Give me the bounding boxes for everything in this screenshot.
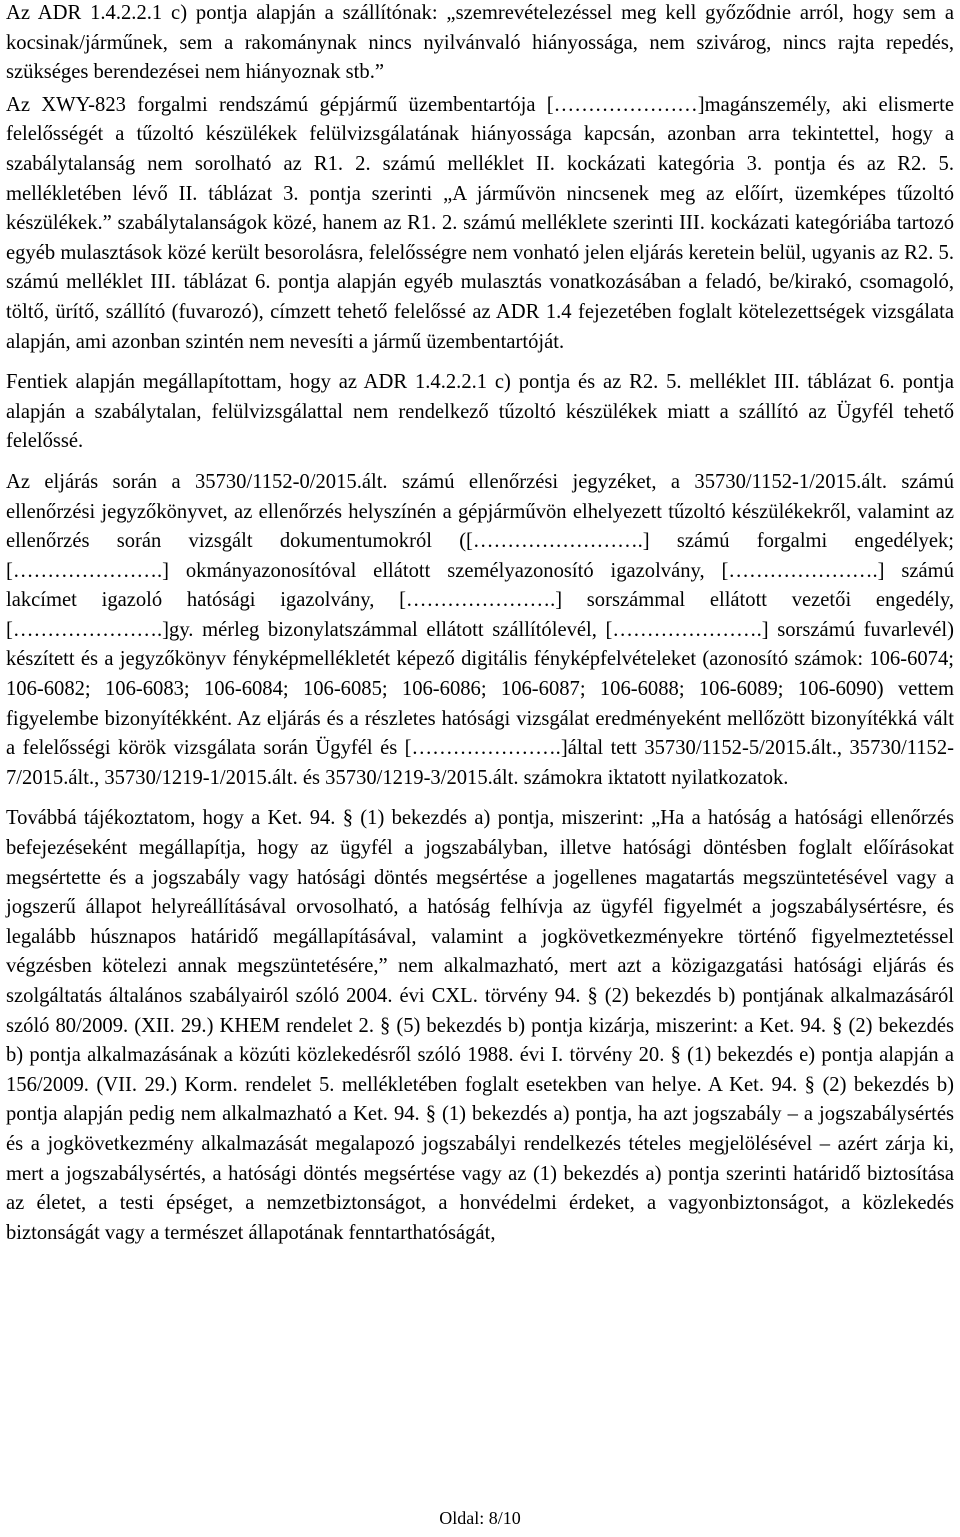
paragraph-evidence: Az eljárás során a 35730/1152-0/2015.ált. számú ellenőrzési jegyzéket, a 35730/1152-1/2015.ált. számú ellenőrzési jegyzőkönyvet, az ellenőrzés helyszínén a gépjárművön elhelyezett tűzoltó készülékekről, valamint az ellenőrzés során vizsgált dokumentumokról ([…………………….] számú forgalmi engedélyek; [………………….] okmányazonosítóval ellátott személyazonosító igazolvány, [………………….] számú lakcímet igazoló hatósági igazolvány, [………………….] sorszámmal ellátott vezetői engedély, [………………….]gy. mérleg bizonylatszámmal ellátott szállítólevél, [………………….] sorszámú fuvarlevél) készített és a jegyzőkönyv fényképmellékletét képező digitális fényképfelvételeket (azonosító számok: 106-6074; 106-6082; 106-6083; 106-6084; 106-6085; 106-6086; 106-6087; 106-6088; 106-6089; 106-6090) vettem figyelembe bizonyítékként. Az eljárás és a részletes hatósági vizsgálat eredményeként mellőzött bizonyítékká vált a felelősségi körök vizsgálata során Ügyfél és [………………….]által tett 35730/1152-5/2015.ált., 35730/1152-7/2015.ált., 35730/1219-1/2015.ált. és 35730/1219-3/2015.ált. számokra iktatott nyilatkozatok. bbox=[6, 470, 954, 789]
paragraph-ket-notice: Továbbá tájékoztatom, hogy a Ket. 94. § (1) bekezdés a) pontja, miszerint: „Ha a hatóság a hatósági ellenőrzés befejezéseként megállapítja, hogy az ügyfél a jogszabályban, illetve hatósági döntésben foglalt előírásokat megsértette és a jogszabály vagy hatósági döntés megsértése a jogellenes magatartás megszüntetésével vagy a jogszerű állapot helyreállításával orvosolható, a hatóság felhívja az ügyfél figyelmét a jogszabálysértésre, és legalább húsznapos határidő megállapításával, valamint a jogkövetkezményekre történő figyelmeztetéssel végzésben kötelezi annak megszüntetésére,” nem alkalmazható, mert azt a közigazgatási hatósági eljárás és szolgáltatás általános szabályairól szóló 2004. évi CXL. törvény 94. § (2) bekezdés b) pontjának alkalmazásáról szóló 80/2009. (XII. 29.) KHEM rendelet 2. § (5) bekezdés b) pontja kizárja, miszerint: a Ket. 94. § (2) bekezdés b) pontja alkalmazásának a közúti közlekedésről szóló 1988. évi I. törvény 20. § (1) bekezdés e) pontja alapján a 156/2009. (VII. 29.) Korm. rendelet 5. mellékletében foglalt esetekben van helye. A Ket. 94. § (2) bekezdés b) pontja alapján pedig nem alkalmazható a Ket. 94. § (1) bekezdés a) pontja, ha azt jogszabály – a jogszabálysértés és a jogkövetkezmény alkalmazását megalapozó jogszabályi rendelkezés tételes megjelölésével – azért zárja ki, mert a jogszabálysértés, a hatósági döntés megsértése vagy az (1) bekezdés a) pontja szerinti határidő biztosítása az életet, a testi épséget, a nemzetbiztonságot, a honvédelmi érdeket, a vagyonbiztonságot, a közlekedés biztonságát vagy a természet állapotának fenntarthatóságát, bbox=[6, 807, 954, 1244]
page-footer: Oldal: 8/10 bbox=[439, 1508, 521, 1528]
paragraph-adr-quote: Az ADR 1.4.2.2.1 c) pontja alapján a szállítónak: „szemrevételezéssel meg kell győződnie arról, hogy sem a kocsinak/járműnek, sem a rakománynak nincs nyilvánvaló hiányossága, nem szivárog, nincs rajta repedés, szükséges berendezései nem hiányoznak stb.” bbox=[6, 2, 954, 84]
paragraph-findings: Fentiek alapján megállapítottam, hogy az ADR 1.4.2.2.1 c) pontja és az R2. 5. melléklet III. táblázat 6. pontja alapján a szabálytalan, felülvizsgálattal nem rendelkező tűzoltó készülékek miatt a szállító az Ügyfél tehető felelőssé. bbox=[6, 371, 954, 453]
paragraph-vehicle-operator: Az XWY-823 forgalmi rendszámú gépjármű üzembentartója […………………]magánszemély, aki elismerte felelősségét a tűzoltó készülékek felülvizsgálatának hiányossága kapcsán, azonban arra tekintettel, hogy a szabálytalanság nem sorolható az R1. 2. számú melléklet II. kockázati kategória 3. pontja és az R2. 5. mellékletében lévő II. táblázat 3. pontja szerinti „A járművön nincsenek meg az előírt, üzemképes tűzoltó készülékek.” szabálytalanságok közé, hanem az R1. 2. számú melléklete szerinti III. kockázati kategóriába tartozó egyéb mulasztások közé került besorolásra, felelősségre nem vonható jelen eljárás keretein belül, ugyanis az R2. 5. számú melléklet III. táblázat 6. pontja alapján egyéb mulasztás vonatkozásában a feladó, be/kirakó, csomagoló, töltő, ürítő, szállító (fuvarozó), címzett tehető felelőssé az ADR 1.4 fejezetében foglalt kötelezettségek vizsgálata alapján, ami azonban szintén nem nevesíti a jármű üzembentartóját. bbox=[6, 93, 954, 353]
document-page bbox=[6, 0, 954, 1248]
